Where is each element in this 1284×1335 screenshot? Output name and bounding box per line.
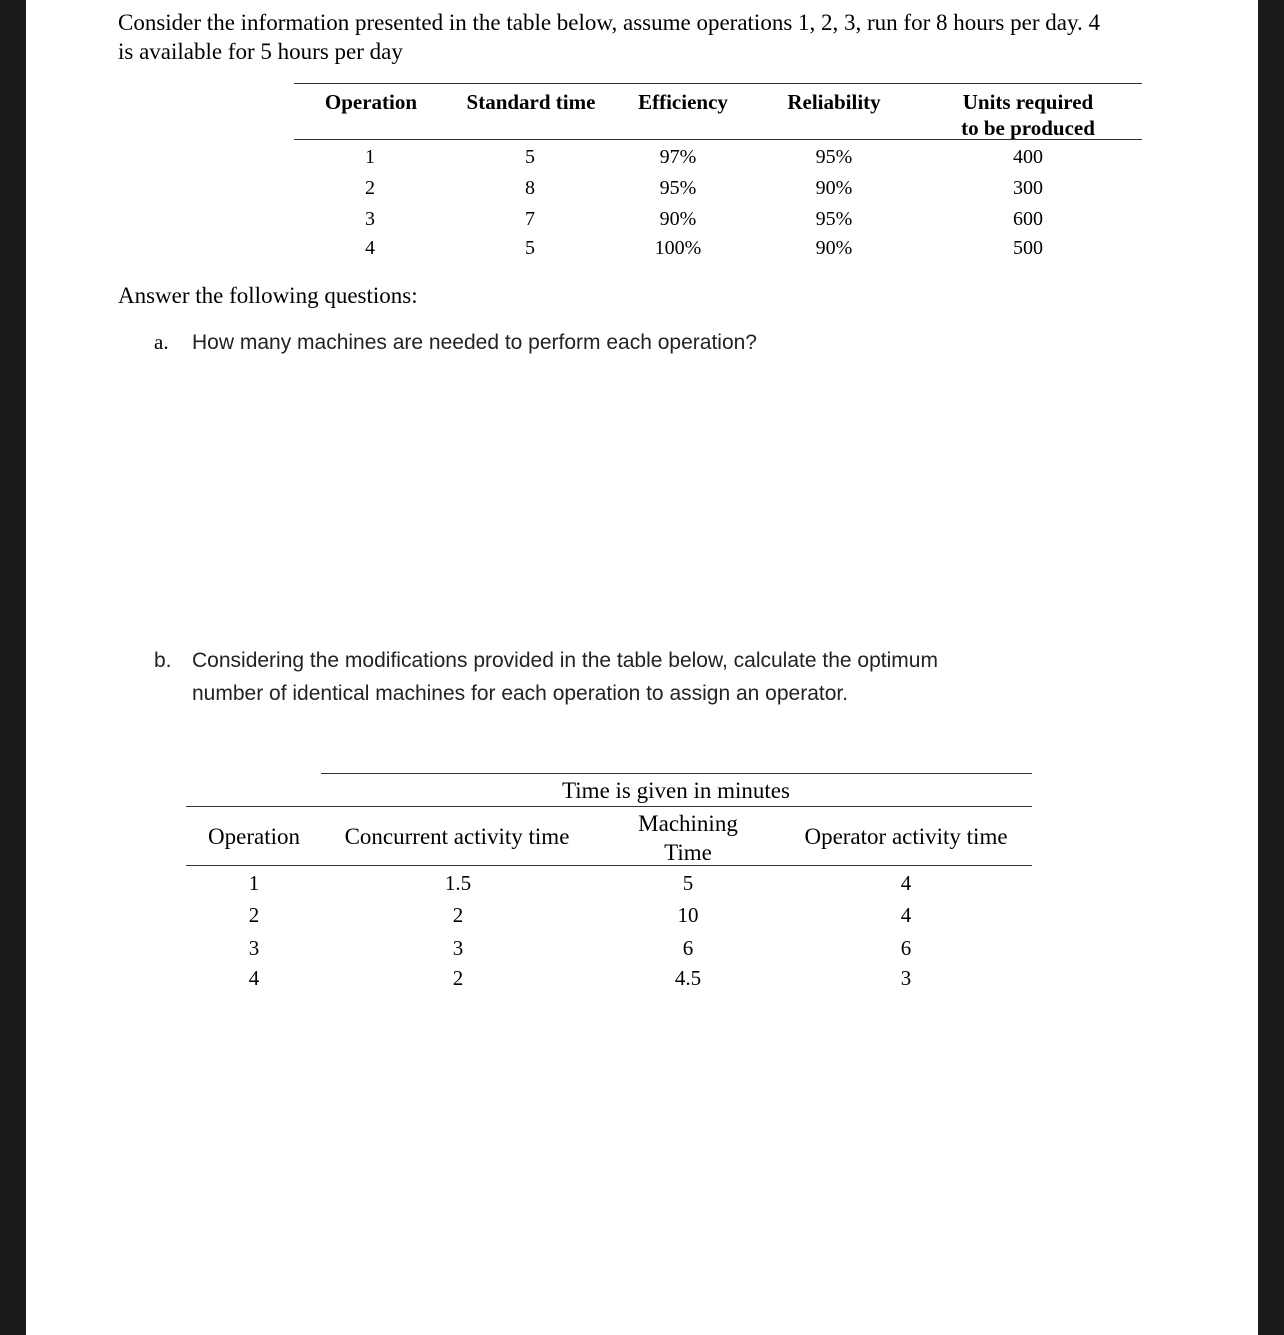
- t1-header-units-required: [928, 89, 1128, 141]
- t1-cell: 1: [365, 146, 375, 168]
- t1-cell: 5: [525, 237, 535, 259]
- t2-caption: Time is given in minutes: [562, 778, 790, 803]
- table-2-caption-rule: [186, 806, 1032, 807]
- t2-cell: 4: [900, 871, 912, 895]
- t1-cell: 4: [365, 237, 375, 259]
- t1-cell: 400: [1013, 146, 1043, 168]
- t2-cell: 4: [248, 966, 260, 990]
- t1-cell: 95%: [815, 146, 853, 168]
- t2-header-machining-line2: Time: [664, 840, 712, 865]
- question-a-marker: a.: [154, 330, 169, 354]
- intro-text: Consider the information presented in the table below, assume operations 1, 2, 3, run for 8 hours per day. 4 is available for 5 hours per day: [118, 10, 1100, 64]
- t1-header-units-line1: Units required: [962, 90, 1094, 114]
- t2-cell: 2: [248, 903, 260, 927]
- t2-cell: 2: [452, 903, 464, 927]
- t1-cell: 90%: [659, 208, 697, 230]
- t2-cell: 1: [248, 871, 260, 895]
- t2-cell: 3: [248, 936, 260, 960]
- question-b: [154, 644, 1154, 710]
- t1-cell: 90%: [815, 177, 853, 199]
- t2-cell: 5: [682, 871, 694, 895]
- table-2-header-rule: [186, 865, 1032, 866]
- t1-header-reliability: Reliability: [787, 90, 881, 114]
- table-1-top-rule: [294, 83, 1142, 84]
- t1-header-units-line2: to be produced: [961, 116, 1095, 140]
- t2-header-machining: [608, 809, 768, 867]
- t1-cell: 2: [365, 177, 375, 199]
- t1-cell: 8: [525, 177, 535, 199]
- question-b-line2: number of identical machines for each operation to assign an operator.: [192, 682, 849, 705]
- t1-cell: 90%: [815, 237, 853, 259]
- t2-cell: 10: [677, 903, 699, 927]
- t1-cell: 95%: [815, 208, 853, 230]
- question-a: [154, 326, 1154, 359]
- t1-cell: 5: [525, 146, 535, 168]
- question-a-text: How many machines are needed to perform each operation?: [192, 331, 757, 354]
- t2-cell: 6: [900, 936, 912, 960]
- t2-cell: 4: [900, 903, 912, 927]
- t2-cell: 3: [900, 966, 912, 990]
- t2-header-concurrent: Concurrent activity time: [344, 824, 570, 849]
- t1-cell: 500: [1013, 237, 1043, 259]
- t1-cell: 100%: [654, 237, 702, 259]
- t1-cell: 97%: [659, 146, 697, 168]
- question-b-line1: Considering the modifications provided in the table below, calculate the optimum: [192, 649, 938, 672]
- t2-cell: 6: [682, 936, 694, 960]
- t2-cell: 2: [452, 966, 464, 990]
- t1-header-operation: Operation: [324, 90, 418, 114]
- table-1-header-rule: [294, 139, 1142, 140]
- table-2-top-rule: [321, 773, 1032, 774]
- t2-cell: 4.5: [674, 966, 702, 990]
- t1-header-standard-time: Standard time: [466, 90, 596, 114]
- document-page: [26, 0, 1258, 1335]
- question-b-marker: b.: [154, 649, 172, 672]
- t2-cell: 3: [452, 936, 464, 960]
- t2-header-operator: Operator activity time: [804, 824, 1008, 849]
- t1-cell: 95%: [659, 177, 697, 199]
- answer-instruction: Answer the following questions:: [118, 283, 418, 308]
- t1-cell: 3: [365, 208, 375, 230]
- t2-header-operation: Operation: [208, 824, 300, 849]
- t1-cell: 600: [1013, 208, 1043, 230]
- t1-cell: 300: [1013, 177, 1043, 199]
- question-b-text: [192, 644, 1092, 710]
- t1-cell: 7: [525, 208, 535, 230]
- t2-cell: 1.5: [444, 871, 472, 895]
- t1-header-efficiency: Efficiency: [638, 90, 728, 114]
- t2-header-machining-line1: Machining: [638, 811, 738, 836]
